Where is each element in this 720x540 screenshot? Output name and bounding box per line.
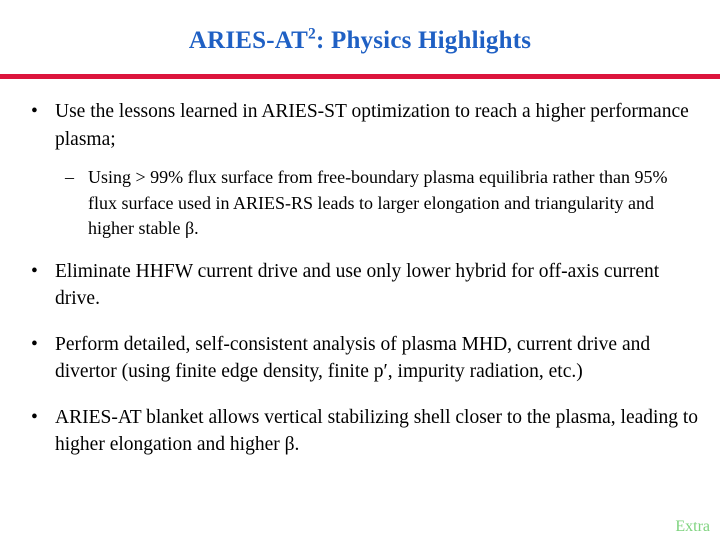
bullet-text: Perform detailed, self-consistent analysis of plasma MHD, current drive and divertor (using finite edge density, finite p′, impurity radiation, etc.) xyxy=(55,333,651,382)
footer-label: Extra xyxy=(675,518,710,535)
bullet-marker-icon: • xyxy=(31,333,38,355)
bullet-item-3 xyxy=(0,258,720,313)
page-title-rest: : Physics Highlights xyxy=(316,27,532,54)
page-title xyxy=(0,26,720,56)
bullet-marker-icon: • xyxy=(31,260,38,282)
bullet-marker-icon: • xyxy=(31,406,38,428)
slide-body xyxy=(0,98,720,471)
bullet-item-1 xyxy=(0,98,720,153)
bullet-item-5 xyxy=(0,404,720,459)
bullet-text: Eliminate HHFW current drive and use only lower hybrid for off-axis current drive. xyxy=(55,260,660,309)
page-title-main: ARIES-AT xyxy=(188,27,309,54)
bullet-marker-icon: • xyxy=(31,101,38,122)
dash-marker-icon: – xyxy=(65,167,74,187)
bullet-item-2 xyxy=(0,165,720,242)
title-divider-rule xyxy=(0,74,720,79)
bullet-text: Using > 99% flux surface from free-boundary plasma equilibria rather than 95% flux surface used in ARIES-RS leads to larger elongation and triangularity and higher stable β. xyxy=(88,167,668,238)
bullet-item-4 xyxy=(0,331,720,386)
page-title-superscript: 2 xyxy=(308,25,316,43)
bullet-text: Use the lessons learned in ARIES-ST optimization to reach a higher performance plasma; xyxy=(55,101,689,150)
bullet-text: ARIES-AT blanket allows vertical stabilizing shell closer to the plasma, leading to higher elongation and higher β. xyxy=(55,406,698,455)
